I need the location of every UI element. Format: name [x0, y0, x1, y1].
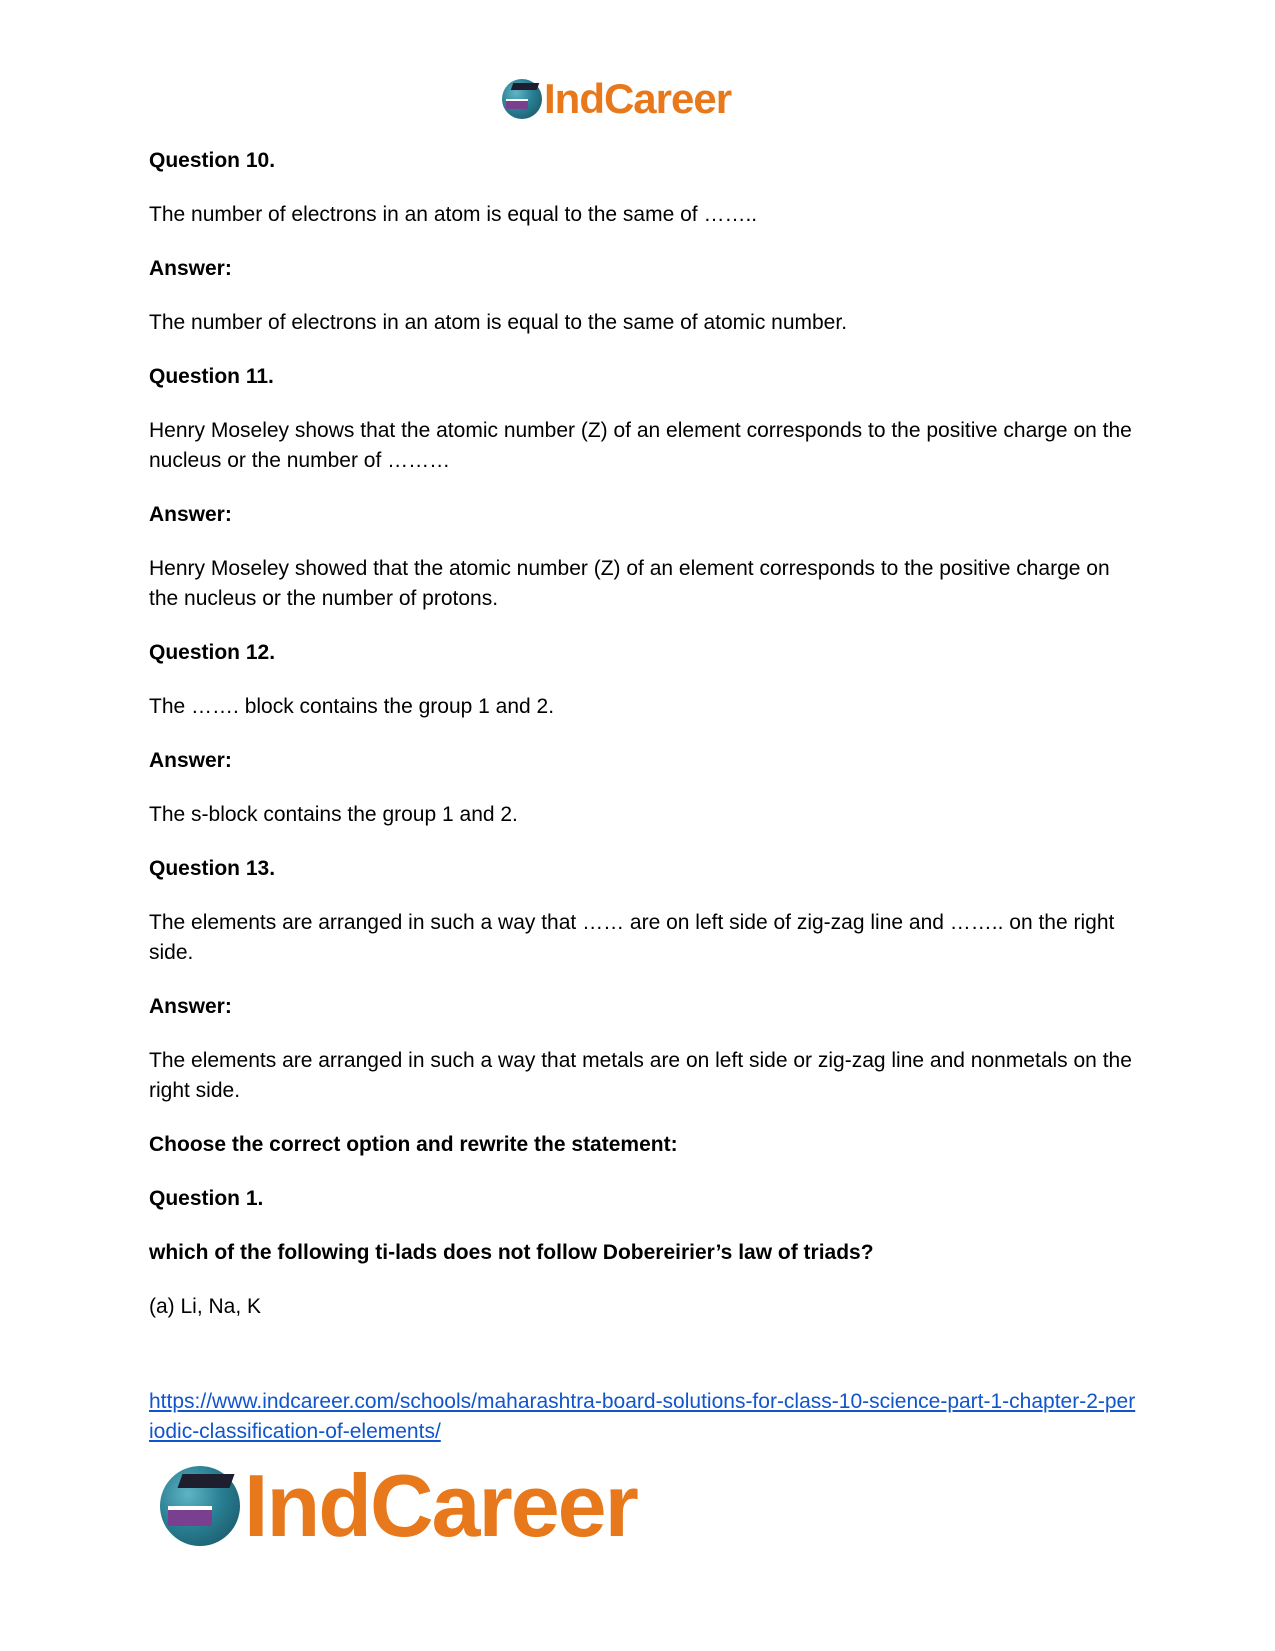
- answer-12-heading: Answer:: [149, 749, 232, 772]
- question-10-heading: Question 10.: [149, 149, 276, 172]
- mcq-1-heading: Question 1.: [149, 1187, 264, 1210]
- answer-10-text: The number of electrons in an atom is equal to the same of atomic number.: [149, 311, 848, 334]
- question-12-heading: Question 12.: [149, 641, 276, 664]
- answer-13-heading: Answer:: [149, 995, 232, 1018]
- source-link[interactable]: https://www.indcareer.com/schools/maharashtra-board-solutions-for-class-10-science-part-1-chapter-2-periodic-classification-of-elements/: [149, 1390, 1136, 1443]
- question-10-text: The number of electrons in an atom is equal to the same of ……..: [149, 203, 758, 226]
- mcq-1-question: which of the following ti-lads does not follow Dobereirier’s law of triads?: [149, 1241, 874, 1264]
- document-body: [149, 146, 1139, 1322]
- header-logo: [502, 75, 732, 122]
- graduation-cap-icon: [511, 83, 540, 90]
- logo-wordmark: IndCareer: [544, 75, 732, 122]
- question-11-heading: Question 11.: [149, 365, 274, 388]
- logo-wordmark: IndCareer: [244, 1456, 637, 1555]
- question-13-heading: Question 13.: [149, 857, 276, 880]
- graduation-cap-icon: [177, 1474, 234, 1488]
- question-11-text: Henry Moseley shows that the atomic number (Z) of an element corresponds to the positive charge on the nucleus or the number of ………: [149, 419, 1132, 472]
- mcq-1-option-a: (a) Li, Na, K: [149, 1295, 262, 1318]
- globe-logo-icon: [502, 79, 542, 119]
- book-icon: [168, 1506, 212, 1526]
- footer-logo: [160, 1456, 637, 1555]
- question-12-text: The ……. block contains the group 1 and 2.: [149, 695, 555, 718]
- answer-12-text: The s-block contains the group 1 and 2.: [149, 803, 518, 826]
- answer-11-heading: Answer:: [149, 503, 232, 526]
- answer-11-text: Henry Moseley showed that the atomic number (Z) of an element corresponds to the positive charge on the nucleus or the number of protons.: [149, 557, 1110, 610]
- question-13-text: The elements are arranged in such a way that …… are on left side of zig-zag line and …….. on the right side.: [149, 911, 1115, 964]
- globe-logo-icon: [160, 1466, 240, 1546]
- book-icon: [506, 99, 528, 109]
- answer-13-text: The elements are arranged in such a way that metals are on left side or zig-zag line and nonmetals on the right side.: [149, 1049, 1132, 1102]
- answer-10-heading: Answer:: [149, 257, 232, 280]
- section-heading: Choose the correct option and rewrite the statement:: [149, 1133, 678, 1156]
